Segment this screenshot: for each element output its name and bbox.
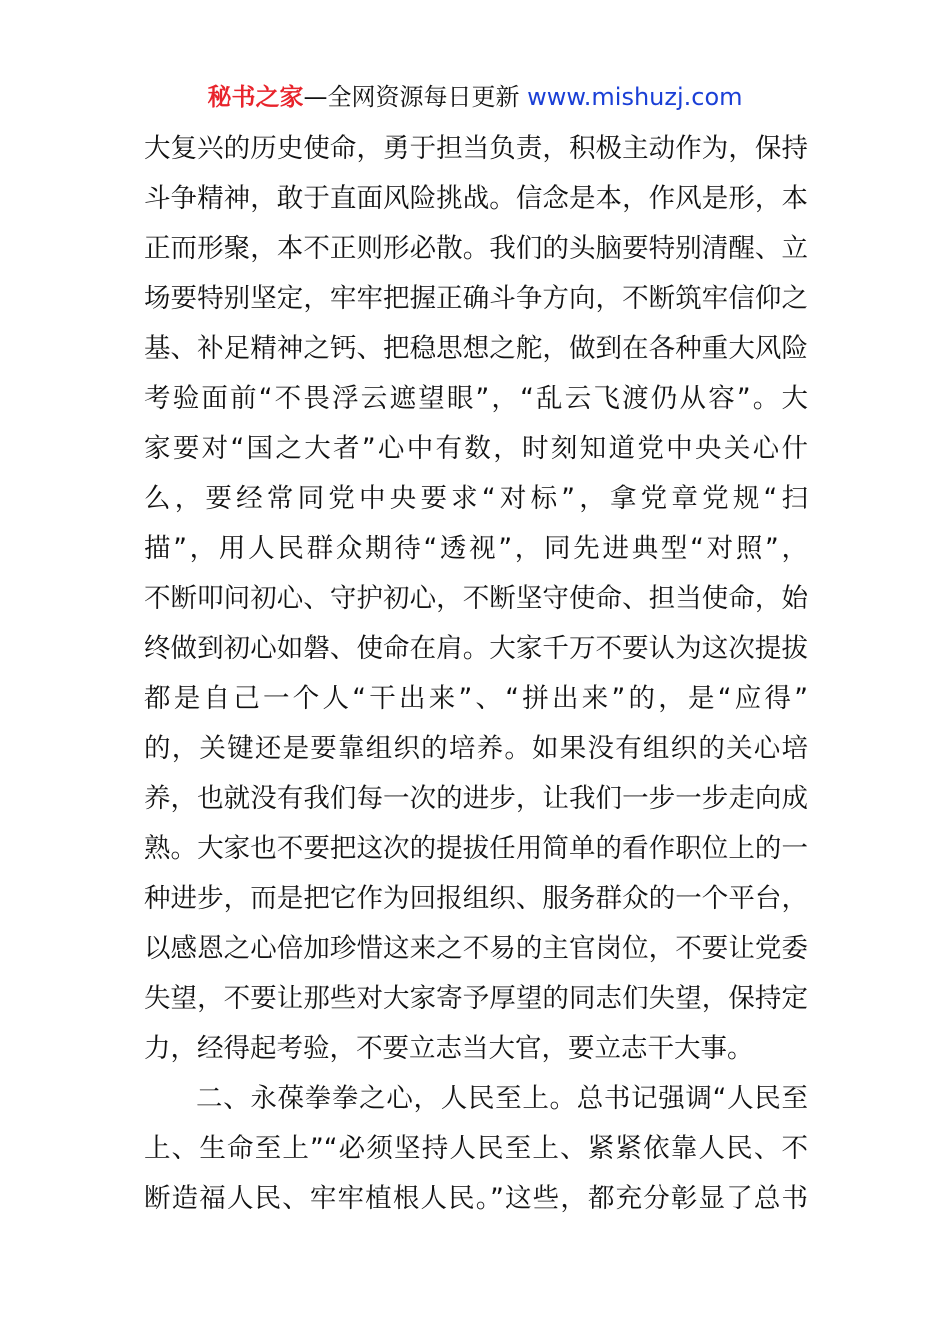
paragraph-end-line: 力，经得起考验，不要立志当大官，要立志干大事。 bbox=[144, 1033, 754, 1064]
text-line: 终做到初心如磐、使命在肩。大家千万不要认为这次提拔 bbox=[144, 633, 808, 664]
text-line: 种进步，而是把它作为回报组织、服务群众的一个平台， bbox=[144, 883, 808, 914]
text-line: 以感恩之心倍加珍惜这来之不易的主官岗位，不要让党委 bbox=[144, 933, 808, 964]
text-line: 场要特别坚定，牢牢把握正确斗争方向，不断筑牢信仰之 bbox=[144, 283, 808, 314]
text-line: 大复兴的历史使命，勇于担当负责，积极主动作为，保持 bbox=[144, 133, 808, 164]
header-tagline: —全网资源每日更新 bbox=[303, 83, 520, 111]
text-line: 上、生命至上”“必须坚持人民至上、紧紧依靠人民、不 bbox=[144, 1133, 808, 1164]
text-line: 基、补足精神之钙、把稳思想之舵，做到在各种重大风险 bbox=[144, 333, 808, 364]
text-line: 养，也就没有我们每一次的进步，让我们一步一步走向成 bbox=[144, 783, 808, 814]
page-header bbox=[0, 80, 950, 114]
text-line: 熟。大家也不要把这次的提拔任用简单的看作职位上的一 bbox=[144, 833, 808, 864]
brand-name: 秘书之家 bbox=[207, 83, 304, 111]
text-line: 描”，用人民群众期待“透视”，同先进典型“对照”， bbox=[144, 533, 808, 564]
text-line: 断造福人民、牢牢植根人民。”这些，都充分彰显了总书 bbox=[144, 1183, 808, 1214]
text-line: 么，要经常同党中央要求“对标”，拿党章党规“扫 bbox=[144, 483, 808, 514]
document-body bbox=[144, 124, 808, 1224]
text-line: 失望，不要让那些对大家寄予厚望的同志们失望，保持定 bbox=[144, 983, 808, 1014]
text-line: 不断叩问初心、守护初心，不断坚守使命、担当使命，始 bbox=[144, 583, 808, 614]
website-link[interactable]: www.mishuzj.com bbox=[527, 83, 743, 111]
text-line: 的，关键还是要靠组织的培养。如果没有组织的关心培 bbox=[144, 733, 808, 764]
text-line: 正而形聚，本不正则形必散。我们的头脑要特别清醒、立 bbox=[144, 233, 808, 264]
text-line: 考验面前“不畏浮云遮望眼”，“乱云飞渡仍从容”。大 bbox=[144, 383, 808, 414]
text-line: 家要对“国之大者”心中有数，时刻知道党中央关心什 bbox=[144, 433, 808, 464]
text-line: 都是自己一个人“干出来”、“拼出来”的，是“应得” bbox=[144, 683, 808, 714]
text-line: 斗争精神，敢于直面风险挑战。信念是本，作风是形，本 bbox=[144, 183, 808, 214]
section-heading-line: 二、永葆拳拳之心，人民至上。总书记强调“人民至 bbox=[196, 1083, 808, 1114]
